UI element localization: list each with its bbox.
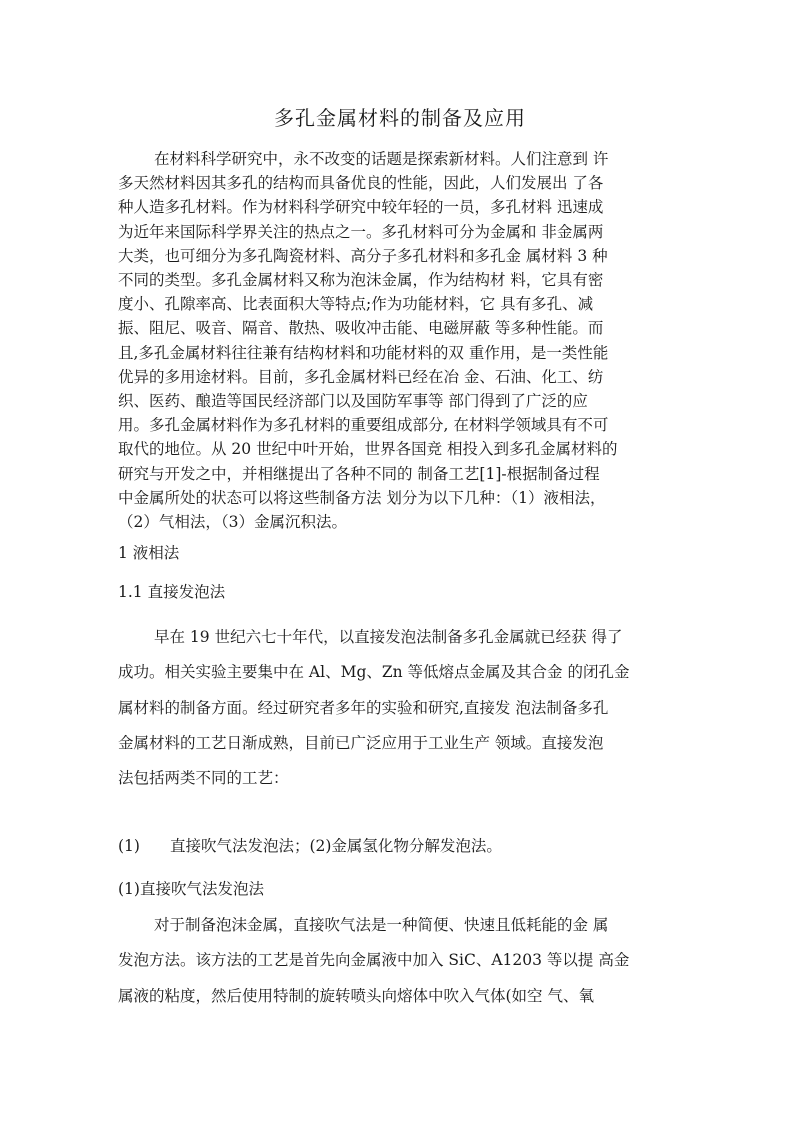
paragraph-line: 中金属所处的状态可以将这些制备方法 划分为以下几种：（1）液相法，: [118, 488, 606, 507]
paragraph-line: 织、医药、酿造等国民经济部门以及国防军事等 部门得到了广泛的应: [118, 392, 588, 411]
paragraph-line: 法包括两类不同的工艺：: [118, 769, 289, 788]
list-label: (1): [118, 837, 140, 855]
paragraph-line: 用。多孔金属材料作为多孔材料的重要组成部分, 在材料学领域具有不可: [118, 416, 609, 435]
paragraph-line: 度小、孔隙率高、比表面积大等特点;作为功能材料，它 具有多孔、减: [118, 295, 594, 314]
paragraph-line: 大类，也可细分为多孔陶瓷材料、高分子多孔材料和多孔金 属材料 3 种: [118, 246, 608, 265]
paragraph-line: 不同的类型。多孔金属材料又称为泡沫金属，作为结构材 料，它具有密: [118, 271, 604, 290]
paragraph-direct-foaming: [118, 620, 688, 796]
document-title: 多孔金属材料的制备及应用: [274, 106, 526, 130]
section-heading-1: 1 液相法: [118, 544, 180, 562]
paragraph-line: 属液的粘度，然后使用特制的旋转喷头向熔体中吹入气体(如空 气、氧: [118, 986, 594, 1005]
paragraph-line: 属材料的制备方面。经过研究者多年的实验和研究,直接发 泡法制备多孔: [118, 698, 609, 717]
list-item: [118, 834, 502, 856]
paragraph-line: 种人造多孔材料。作为材料科学研究中较年轻的一员，多孔材料 迅速成: [118, 198, 604, 217]
section-heading-1-1: 1.1 直接发泡法: [118, 583, 226, 601]
paragraph-line: 金属材料的工艺日渐成熟，目前已广泛应用于工业生产 领域。直接发泡: [118, 733, 604, 752]
paragraph-line: 为近年来国际科学界关注的热点之一。多孔材料可分为金属和 非金属两: [118, 222, 604, 241]
paragraph-line: （2）气相法，（3）金属沉积法。: [118, 513, 347, 532]
paragraph-line: 早在 19 世纪六七十年代，以直接发泡法制备多孔金属就已经获 得了: [154, 628, 623, 646]
paragraph-line: 研究与开发之中，并相继提出了各种不同的 制备工艺[1]-根据制备过程: [118, 464, 600, 483]
intro-paragraph: [118, 147, 688, 534]
paragraph-blowing-method: [118, 908, 688, 1014]
paragraph-line: 在材料科学研究中，永不改变的话题是探索新材料。人们注意到 许: [154, 150, 609, 168]
sub-heading: (1)直接吹气法发泡法: [118, 880, 264, 898]
paragraph-line: 发泡方法。该方法的工艺是首先向金属液中加入 SiC、A1203 等以提 高金: [118, 951, 630, 970]
list-text: 直接吹气法发泡法；(2)金属氢化物分解发泡法。: [169, 837, 502, 855]
paragraph-line: 优异的多用途材料。目前，多孔金属材料已经在冶 金、石油、化工、纺: [118, 367, 604, 386]
paragraph-line: 取代的地位。从 20 世纪中叶开始，世界各国竞 相投入到多孔金属材料的: [118, 440, 618, 459]
paragraph-line: 多天然材料因其多孔的结构而具备优良的性能，因此，人们发展出 了各: [118, 174, 604, 193]
paragraph-line: 振、阻尼、吸音、隔音、散热、吸收冲击能、电磁屏蔽 等多种性能。而: [118, 319, 604, 338]
paragraph-line: 对于制备泡沫金属，直接吹气法是一种简便、快速且低耗能的金 属: [154, 916, 609, 934]
paragraph-line: 成功。相关实验主要集中在 Al、Mg、Zn 等低熔点金属及其合金 的闭孔金: [118, 663, 630, 682]
paragraph-line: 且,多孔金属材料往往兼有结构材料和功能材料的双 重作用，是一类性能: [118, 343, 609, 362]
